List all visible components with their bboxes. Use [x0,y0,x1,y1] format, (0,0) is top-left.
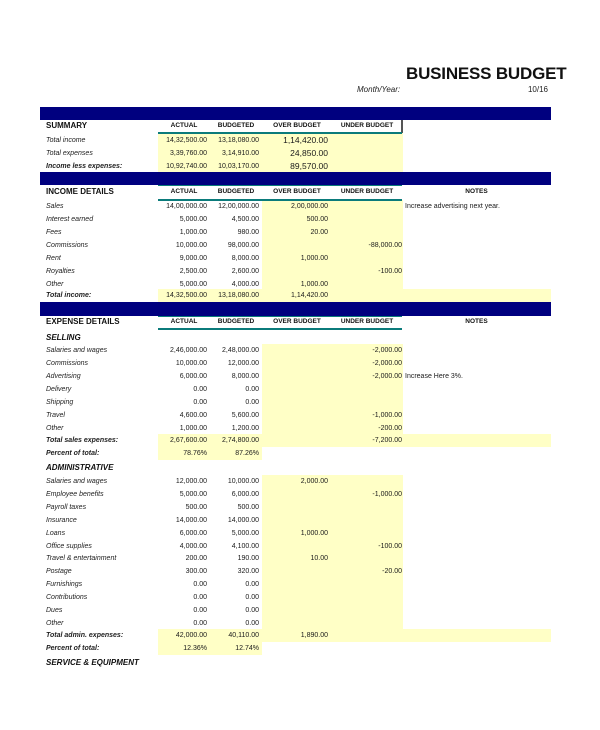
over-budget-cell[interactable] [262,239,328,252]
col-over-budget: OVER BUDGET [273,188,321,195]
actual-cell[interactable]: 12.36% [183,645,207,652]
row-label: Contributions [46,594,88,602]
under-budget-cell[interactable] [332,578,402,591]
notes-cell[interactable]: Increase advertising next year. [405,203,500,210]
under-budget-cell[interactable] [332,604,402,617]
actual-cell[interactable]: 5,000.00 [179,216,207,223]
over-budget-cell[interactable] [262,578,328,591]
over-budget-cell[interactable]: 1,000.00 [300,281,328,288]
row-label: Sales [46,203,64,210]
budgeted-cell[interactable]: 0.00 [245,607,259,614]
over-budget-cell[interactable]: 89,570.00 [290,161,328,171]
actual-cell[interactable]: 6,000.00 [179,529,207,537]
budgeted-cell[interactable]: 190.00 [237,555,259,563]
col-under-budget: UNDER BUDGET [340,188,394,195]
row-label: Percent of total: [46,645,100,652]
over-budget-cell[interactable] [262,488,328,501]
over-budget-cell[interactable]: 10.00 [310,555,328,563]
selling-total-row [40,434,551,447]
budgeted-cell[interactable]: 0.00 [245,399,259,406]
under-budget-cell[interactable] [332,226,402,239]
budgeted-cell[interactable]: 500.00 [237,503,259,511]
under-budget-cell[interactable]: -2,000.00 [372,360,402,367]
over-budget-cell[interactable] [262,434,328,447]
row-label: Payroll taxes [46,503,87,511]
admin-row [40,488,551,501]
under-budget-cell[interactable] [332,501,402,514]
col-under-budget: UNDER BUDGET [340,122,394,129]
income-row [40,265,551,278]
col-budgeted: BUDGETED [217,188,255,195]
row-label: Commissions [46,360,89,367]
actual-cell[interactable]: 500.00 [185,503,207,511]
admin-row [40,501,551,514]
over-budget-cell[interactable] [262,501,328,514]
budgeted-cell[interactable]: 980.00 [237,229,259,236]
notes-cell[interactable] [405,226,551,239]
under-budget-cell[interactable]: -88,000.00 [368,242,402,249]
service-equipment-subheading: SERVICE & EQUIPMENT [46,658,139,667]
actual-cell[interactable]: 3,39,760.00 [170,150,207,157]
row-label: Dues [46,607,63,614]
selling-row [40,357,551,370]
under-budget-cell[interactable] [332,396,402,409]
col-budgeted: BUDGETED [217,318,255,325]
row-label: Salaries and wages [46,478,108,485]
actual-cell[interactable]: 4,000.00 [179,542,207,550]
selling-row [40,344,551,357]
over-budget-cell[interactable]: 1,14,420.00 [283,135,328,145]
budgeted-cell[interactable]: 13,18,080.00 [218,137,259,144]
budgeted-cell[interactable]: 0.00 [245,581,259,589]
income-row [40,200,551,213]
row-label: Commissions [46,242,89,249]
admin-row [40,617,551,630]
actual-cell[interactable]: 42,000.00 [175,632,207,639]
summary-row [40,134,551,147]
over-budget-cell[interactable]: 1,000.00 [300,255,328,262]
over-budget-cell[interactable] [262,265,328,278]
income-row [40,239,551,252]
row-label: Delivery [46,386,72,393]
notes-cell[interactable] [405,344,551,357]
actual-cell[interactable]: 1,000.00 [179,425,207,432]
row-label: Furnishings [46,581,83,589]
over-budget-cell[interactable] [262,604,328,617]
income-total-row [40,289,551,302]
actual-cell[interactable]: 78.76% [183,450,207,457]
row-label: Rent [46,255,61,262]
under-budget-cell[interactable]: -1,000.00 [372,490,402,498]
row-label: Other [46,425,64,432]
row-label: Postage [46,568,72,576]
budgeted-cell[interactable]: 98,000.00 [227,242,259,249]
actual-cell[interactable]: 0.00 [193,581,207,589]
under-budget-cell[interactable] [332,252,402,265]
actual-cell[interactable]: 14,000.00 [175,516,207,524]
budgeted-cell[interactable]: 2,74,800.00 [222,437,259,444]
row-label: Shipping [46,399,74,406]
budgeted-cell[interactable]: 5,600.00 [231,412,259,419]
notes-cell[interactable] [405,409,551,422]
budgeted-cell[interactable]: 0.00 [245,619,259,627]
income-row [40,252,551,265]
selling-row [40,370,551,383]
admin-row [40,514,551,527]
row-label: Total sales expenses: [46,437,119,444]
income-row [40,213,551,226]
expense-title: EXPENSE DETAILS [46,317,120,326]
over-budget-cell[interactable] [262,357,328,370]
actual-cell[interactable]: 0.00 [193,607,207,614]
budgeted-cell[interactable]: 40,110.00 [228,632,259,639]
actual-cell[interactable]: 2,500.00 [179,268,207,275]
over-budget-cell[interactable] [262,344,328,357]
actual-cell[interactable]: 14,32,500.00 [166,137,207,144]
over-budget-cell[interactable] [262,540,328,553]
budgeted-cell[interactable]: 10,000.00 [227,478,259,485]
budgeted-cell[interactable]: 12,00,000.00 [218,203,259,210]
budgeted-cell[interactable]: 12.74% [235,645,259,652]
col-actual: ACTUAL [170,318,198,325]
actual-cell[interactable]: 1,000.00 [179,229,207,236]
under-budget-cell[interactable]: -100.00 [378,268,402,275]
over-budget-cell[interactable] [262,565,328,578]
over-budget-cell[interactable] [262,409,328,422]
notes-cell[interactable] [405,213,551,226]
budgeted-cell[interactable]: 87.26% [235,450,259,457]
over-budget-cell[interactable] [262,514,328,527]
actual-cell[interactable]: 9,000.00 [179,255,207,262]
under-budget-cell[interactable] [332,629,402,642]
col-over-budget: OVER BUDGET [273,318,321,325]
admin-row [40,475,551,488]
over-budget-cell[interactable]: 500.00 [306,216,328,223]
row-label: Loans [46,529,66,537]
selling-row [40,383,551,396]
under-budget-cell[interactable] [332,383,402,396]
actual-cell[interactable]: 2,46,000.00 [170,347,207,354]
col-under-budget: UNDER BUDGET [340,318,394,325]
budgeted-cell[interactable]: 13,18,080.00 [218,292,259,299]
actual-cell[interactable]: 4,600.00 [179,412,207,419]
admin-row [40,527,551,540]
over-budget-cell[interactable] [262,383,328,396]
budgeted-cell[interactable]: 2,48,000.00 [222,347,259,354]
budgeted-cell[interactable]: 4,100.00 [231,542,259,550]
actual-cell[interactable]: 12,000.00 [175,478,207,485]
under-budget-cell[interactable]: -7,200.00 [372,437,402,444]
row-label: Total income: [46,292,92,299]
administrative-subheading: ADMINISTRATIVE [46,463,114,472]
over-budget-cell[interactable]: 1,890.00 [300,632,328,639]
budgeted-cell[interactable]: 5,000.00 [231,529,259,537]
under-budget-cell[interactable]: -200.00 [378,425,402,432]
actual-cell[interactable]: 10,92,740.00 [166,163,207,170]
budgeted-cell[interactable]: 8,000.00 [231,373,259,380]
row-label: Total expenses [46,150,93,157]
notes-cell[interactable] [405,357,551,370]
row-label: Income less expenses: [46,163,123,170]
col-notes: NOTES [465,318,488,325]
under-budget-cell[interactable] [332,514,402,527]
income-row [40,226,551,239]
budgeted-cell[interactable]: 10,03,170.00 [218,163,259,170]
summary-band [40,107,551,120]
over-budget-cell[interactable]: 1,000.00 [300,529,328,537]
over-budget-cell[interactable] [262,617,328,630]
col-budgeted: BUDGETED [217,122,255,129]
actual-cell[interactable]: 0.00 [193,594,207,602]
actual-cell[interactable]: 0.00 [193,399,207,406]
summary-title: SUMMARY [46,121,88,130]
actual-cell[interactable]: 200.00 [185,555,207,563]
row-label: Advertising [46,373,81,380]
over-budget-cell[interactable] [262,396,328,409]
under-budget-cell[interactable] [332,617,402,630]
month-year-label: Month/Year: [357,85,401,94]
selling-percent-row [40,447,551,460]
admin-total-row [40,629,551,642]
budgeted-cell[interactable]: 12,000.00 [227,360,259,367]
budgeted-cell[interactable]: 1,200.00 [231,425,259,432]
col-actual: ACTUAL [170,188,198,195]
over-budget-cell[interactable]: 20.00 [310,229,328,236]
notes-cell[interactable] [405,396,551,409]
row-label: Total income [46,137,86,144]
row-label: Interest earned [46,216,94,223]
row-label: Travel [46,412,65,419]
under-budget-cell[interactable]: -100.00 [378,542,402,550]
row-label: Insurance [46,516,77,524]
budgeted-cell[interactable]: 2,600.00 [231,268,259,275]
budgeted-cell[interactable]: 14,000.00 [227,516,259,524]
under-budget-cell[interactable]: -2,000.00 [372,373,402,380]
notes-cell[interactable] [405,265,551,278]
budgeted-cell[interactable]: 4,500.00 [231,216,259,223]
month-year-value[interactable]: 10/16 [527,85,548,94]
actual-cell[interactable]: 5,000.00 [179,490,207,498]
teal-rule [158,328,402,330]
under-budget-cell[interactable] [332,200,402,213]
actual-cell[interactable]: 6,000.00 [179,373,207,380]
budgeted-cell[interactable]: 0.00 [245,386,259,393]
under-budget-cell[interactable] [332,552,402,565]
actual-cell[interactable]: 2,67,600.00 [170,437,207,444]
row-label: Other [46,619,64,627]
col-actual: ACTUAL [170,122,198,129]
under-budget-cell[interactable] [332,289,402,302]
notes-cell[interactable] [405,239,551,252]
actual-cell[interactable]: 0.00 [193,619,207,627]
over-budget-cell[interactable]: 2,00,000.00 [291,203,328,210]
admin-row [40,591,551,604]
row-label: Travel & entertainment [46,555,117,563]
actual-cell[interactable]: 10,000.00 [175,360,207,367]
income-header [40,186,551,200]
row-label: Royalties [46,268,75,275]
row-label: Fees [46,229,62,236]
under-budget-cell[interactable]: -1,000.00 [372,412,402,419]
over-budget-cell[interactable]: 1,14,420.00 [291,292,328,299]
summary-row [40,147,551,160]
notes-cell[interactable] [405,383,551,396]
notes-cell[interactable]: Increase Here 3%. [405,373,463,380]
under-budget-cell[interactable] [332,134,402,147]
under-budget-cell[interactable] [332,527,402,540]
notes-cell[interactable] [405,252,551,265]
actual-cell[interactable]: 0.00 [193,386,207,393]
actual-cell[interactable]: 14,00,000.00 [166,203,207,210]
actual-cell[interactable]: 10,000.00 [175,242,207,249]
actual-cell[interactable]: 14,32,500.00 [166,292,207,299]
row-label: Office supplies [46,542,92,550]
selling-row [40,396,551,409]
row-label: Percent of total: [46,450,100,457]
under-budget-cell[interactable] [332,147,402,160]
admin-row [40,578,551,591]
under-budget-cell[interactable]: -20.00 [382,568,402,576]
admin-percent-row [40,642,551,655]
over-budget-cell[interactable]: 2,000.00 [300,478,328,485]
budgeted-cell[interactable]: 6,000.00 [231,490,259,498]
selling-row [40,409,551,422]
row-label: Other [46,281,64,288]
budgeted-cell[interactable]: 320.00 [237,568,259,576]
col-over-budget: OVER BUDGET [273,122,321,129]
col-notes: NOTES [465,188,488,195]
budgeted-cell[interactable]: 0.00 [245,594,259,602]
budgeted-cell[interactable]: 4,000.00 [231,281,259,288]
under-budget-cell[interactable]: -2,000.00 [372,347,402,354]
under-budget-cell[interactable] [332,591,402,604]
row-label: Salaries and wages [46,347,108,354]
actual-cell[interactable]: 300.00 [185,568,207,576]
actual-cell[interactable]: 5,000.00 [179,281,207,288]
budgeted-cell[interactable]: 3,14,910.00 [222,150,259,157]
admin-row [40,565,551,578]
under-budget-cell[interactable] [332,213,402,226]
row-label: Employee benefits [46,490,104,498]
expense-band [40,302,551,316]
budgeted-cell[interactable]: 8,000.00 [231,255,259,262]
document-title: BUSINESS BUDGET [406,64,567,83]
income-title: INCOME DETAILS [46,187,114,196]
admin-row [40,604,551,617]
selling-subheading: SELLING [46,333,81,342]
admin-row [40,552,551,565]
over-budget-cell[interactable] [262,591,328,604]
under-budget-cell[interactable] [332,475,402,488]
over-budget-cell[interactable] [262,370,328,383]
income-band [40,172,551,185]
admin-row [40,540,551,553]
row-label: Total admin. expenses: [46,632,124,639]
over-budget-cell[interactable]: 24,850.00 [290,148,328,158]
